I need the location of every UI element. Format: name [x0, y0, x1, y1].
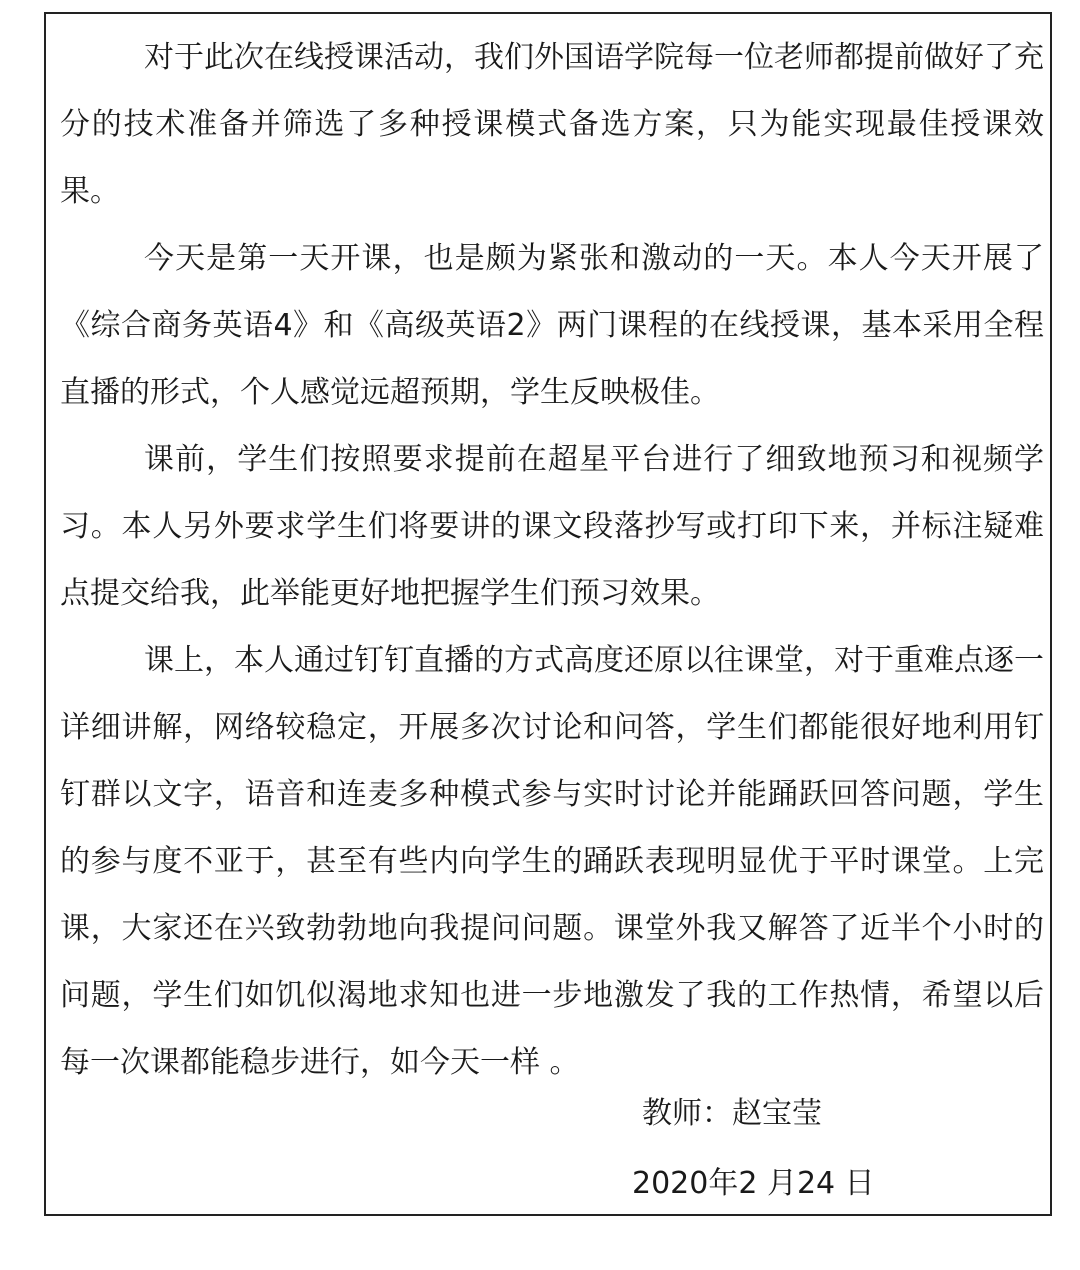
paragraph-4: 课上，本人通过钉钉直播的方式高度还原以往课堂，对于重难点逐一详细讲解，网络较稳定，开展多次讨论和问答，学生们都能很好地利用钉钉群以文字，语音和连麦多种模式参与实时讨论并能踊跃回答问题，学生的参与度不亚于，甚至有些内向学生的踊跃表现明显优于平时课堂。上完课，大家还在兴致勃勃地向我提问问题。课堂外我又解答了近半个小时的问题，学生们如饥似渴地求知也进一步地激发了我的工作热情，希望以后每一次课都能稳步进行，如今天一样 。	[60, 643, 1044, 1080]
document-frame	[44, 12, 1052, 1216]
paragraph-1: 对于此次在线授课活动，我们外国语学院每一位老师都提前做好了充分的技术准备并筛选了多种授课模式备选方案，只为能实现最佳授课效果。	[60, 40, 1044, 209]
document-body	[60, 24, 1044, 1096]
signature-date: 2020年2 月24 日	[632, 1166, 875, 1201]
paragraph-3: 课前，学生们按照要求提前在超星平台进行了细致地预习和视频学习。本人另外要求学生们将要讲的课文段落抄写或打印下来，并标注疑难点提交给我，此举能更好地把握学生们预习效果。	[60, 442, 1044, 611]
signature-name: 教师：赵宝莹	[642, 1096, 822, 1131]
paragraph-2: 今天是第一天开课，也是颇为紧张和激动的一天。本人今天开展了《综合商务英语4》和《高级英语2》两门课程的在线授课，基本采用全程直播的形式，个人感觉远超预期，学生反映极佳。	[60, 241, 1044, 410]
